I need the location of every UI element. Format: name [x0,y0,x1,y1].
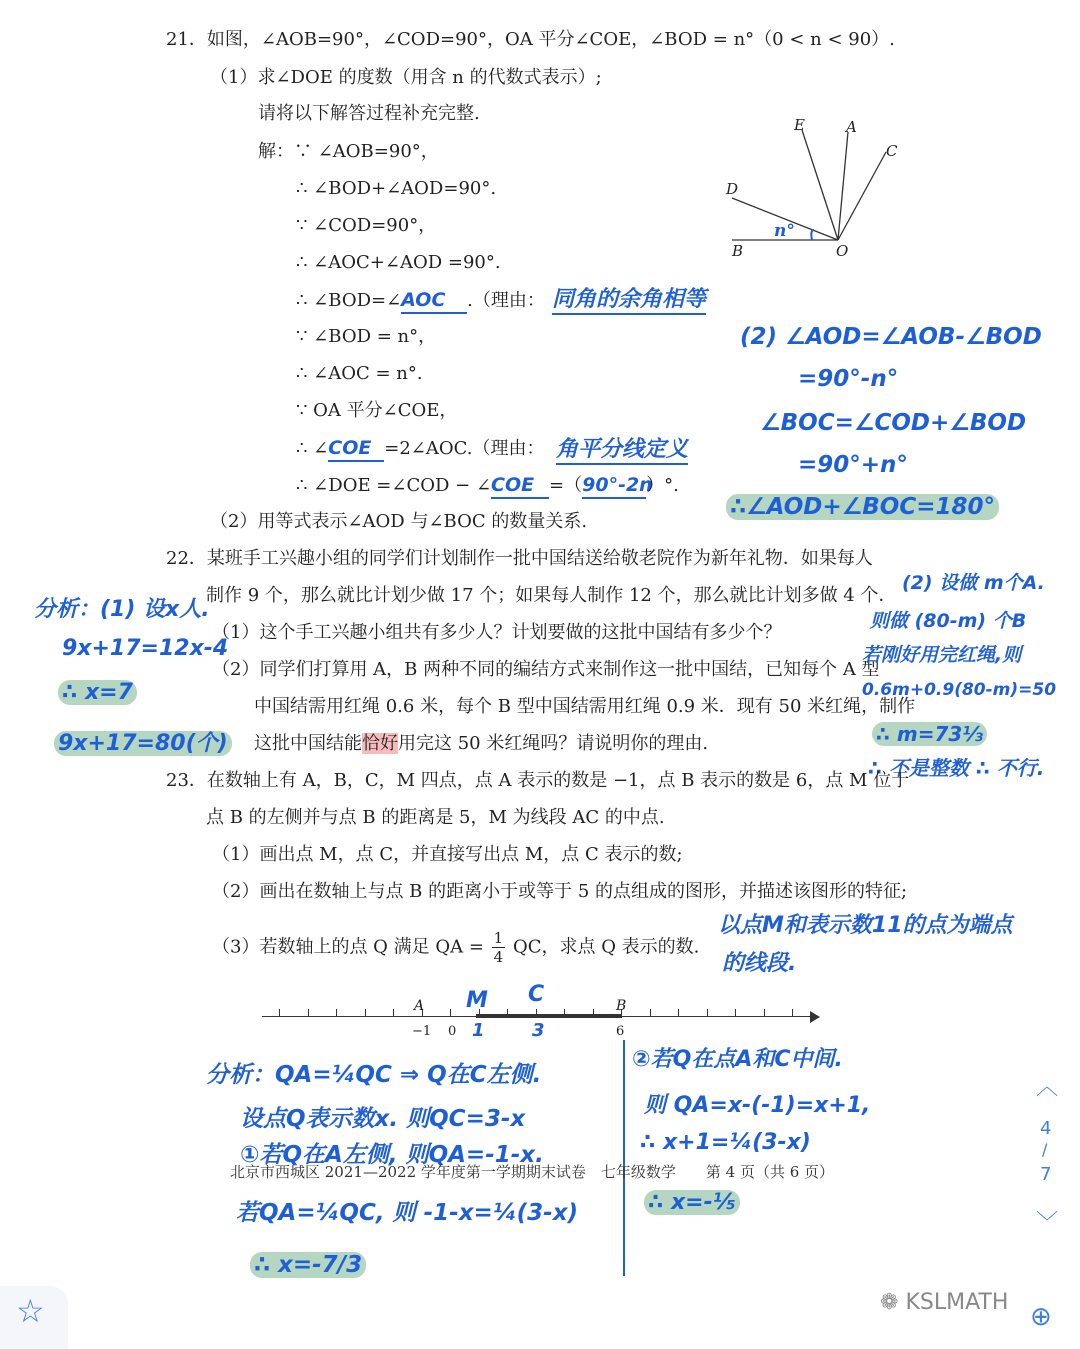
label-n: n° [774,221,795,241]
q22-line: （2）同学们打算用 A，B 两种不同的编结方式来制作这一批中国结，已知每个 A 型 [212,659,880,680]
number-line-tick [650,1009,651,1017]
hw-a22-l2: 9x+17=12x-4 [62,636,229,661]
hw-ans1: 90°-2n [582,473,646,499]
number-line-tick [707,1009,708,1017]
hw-p2-l1: (2) ∠AOD=∠AOB-∠BOD [740,324,1042,350]
hw-b23-l4 [644,1190,740,1215]
arrow-icon [810,1011,820,1023]
hw-b23-l1: ②若Q在点A和C中间. [632,1047,843,1072]
label-c: C [886,142,898,160]
nl-six: 6 [616,1024,625,1039]
page-sep: / [1042,1140,1048,1159]
hw-b23-l3: ∴ x+1=¼(3-x) [640,1130,811,1155]
q23-text: （3）若数轴上的点 Q 满足 QA = [212,936,484,958]
q23-line [212,929,699,966]
fraction-num: 1 [493,929,504,947]
page-current: 4 [1040,1118,1052,1139]
page-footer: 北京市西城区 2021—2022 学年度第一学期期末试卷 七年级数学 第 4 页（共 6 页） [230,1163,835,1181]
q23-line: 23．在数轴上有 A，B，C，M 四点，点 A 表示的数是 −1，点 B 表示的数是 6，点 M 位于 [166,770,910,791]
q22-text: 这批中国结能 [254,733,362,754]
number-line-tick [507,1009,508,1017]
hw-one: 1 [472,1020,485,1041]
hw-b22-l6: ∴ 不是整数 ∴ 不行. [868,756,1045,780]
q21-step: ∴ ∠AOC+∠AOD =90°. [296,252,501,273]
number-line-tick [593,1009,594,1017]
number-line-tick [564,1009,565,1017]
q23-line: （2）画出在数轴上与点 B 的距离小于或等于 5 的点组成的图形，并描述该图形的特征; [212,881,908,902]
q22-highlight: 恰好 [362,733,398,754]
hw-coe1: COE [328,436,384,462]
watermark [880,1290,1008,1315]
q22-line: 22．某班手工兴趣小组的同学们计划制作一批中国结送给敬老院作为新年礼物．如果每人 [166,548,873,569]
nl-label-a: A [414,998,425,1014]
page-total: 7 [1040,1164,1052,1185]
wechat-icon: ❁ [880,1290,899,1315]
hw-p2-l4: =90°+n° [798,452,908,478]
nl-label-b: B [616,998,627,1014]
hw-a23-l4: 若QA=¼QC, 则 -1-x=¼(3-x) [236,1200,579,1226]
q21-step [296,473,679,499]
q21-step-text: ∴ ∠ [296,438,329,459]
angle-arc [811,230,814,240]
hw-coe2: COE [491,473,549,499]
hw-a22-l4 [54,726,232,757]
hw-b22-l3: 若刚好用完红绳,则 [862,644,1022,666]
label-b: B [732,242,744,260]
hw-b22-l2: 则做 (80-m) 个B [870,610,1027,632]
q21-step: 解：∵ ∠AOB=90°， [258,141,439,162]
hw-a23-l2: 设点Q表示数x. 则QC=3-x [240,1106,526,1132]
nl-neg1: −1 [412,1024,432,1039]
number-line-tick [365,1009,366,1017]
hw-c: C [528,982,545,1007]
favorite-button[interactable] [0,1286,68,1349]
hw-b22-l1: (2) 设做 m个A. [902,572,1045,594]
q21-part1: （1）求∠DOE 的度数（用含 n 的代数式表示）; [210,67,602,88]
star-icon: ☆ [16,1292,45,1330]
number-line-tick [279,1009,280,1017]
q21-intro: 请将以下解答过程补充完整. [258,103,480,124]
q21-step [296,288,545,314]
q21-step-tail: =2∠AOC.（理由： [384,438,545,459]
divider-line [623,1040,625,1276]
hw-highlight: ∴ x=-⅕ [644,1190,740,1215]
q21-step: ∴ ∠AOC = n°. [296,363,423,384]
number-line-tick [336,1009,337,1017]
hw-p2-l3: ∠BOC=∠COD+∠BOD [760,410,1027,436]
q21-step: ∴ ∠BOD+∠AOD=90°. [296,178,497,199]
hw-seg-l2: 的线段. [722,951,797,976]
page-down-icon[interactable]: ﹀ [1036,1211,1059,1236]
hw-three: 3 [532,1020,545,1041]
q23-text: QC，求点 Q 表示的数. [512,936,700,958]
page-up-icon[interactable]: ︿ [1036,1075,1059,1100]
number-line-tick [450,1009,451,1017]
hw-reason2: 角平分线定义 [556,432,688,465]
number-line-tick [393,1009,394,1017]
q21-step-end: ）°. [646,475,679,496]
hw-highlight: ∴ x=-7/3 [250,1252,366,1278]
hw-p2-l5 [726,494,999,520]
q21-step-tail: .（理由： [467,290,545,311]
q22-line: 中国结需用红绳 0.6 米，每个 B 型中国结需用红绳 0.9 米．现有 50 米红绳，制作 [254,696,916,717]
hw-a23-l5 [250,1252,366,1278]
number-line-segment [476,1014,622,1018]
hw-highlight: 9x+17=80(个) [54,731,232,756]
hw-b22-l4: 0.6m+0.9(80-m)=50 [862,680,1057,700]
zoom-icon[interactable]: ⊕ [1030,1302,1052,1332]
hw-a22-l1: 分析：(1) 设x人. [34,597,210,622]
hw-seg-l1: 以点M和表示数11的点为端点 [718,913,1013,938]
q21-step: ∵ OA 平分∠COE， [296,400,458,421]
ray-oe [802,130,838,240]
q21-step: ∵ ∠COD=90°， [296,215,437,236]
hw-b23-l2: 则 QA=x-(-1)=x+1, [644,1093,871,1118]
angle-figure [720,112,920,262]
fraction-den: 4 [493,948,504,966]
label-e: E [794,116,805,134]
hw-a23-l1: 分析：QA=¼QC ⇒ Q在C左侧. [206,1062,542,1088]
q22-line: （1）这个手工兴趣小组共有多少人？计划要做的这批中国结有多少个？ [212,622,782,643]
fraction [492,929,506,966]
label-d: D [726,180,739,198]
hw-highlight: ∴ x=7 [58,680,137,705]
q23-line: （1）画出点 M，点 C，并直接写出点 M，点 C 表示的数; [212,844,683,865]
q21-step-tail: =（ [549,475,583,496]
label-o: O [836,242,849,260]
hw-aoc: AOC [401,288,467,314]
number-line-tick [764,1009,765,1017]
q21-title: 21．如图，∠AOB=90°，∠COD=90°，OA 平分∠COE，∠BOD = n°（0 < n < 90）. [166,29,895,50]
watermark-text: KSLMATH [905,1290,1009,1315]
hw-highlight: ∴ m=73⅓ [872,722,987,746]
q22-line: 制作 9 个，那么就比计划少做 17 个；如果每人制作 12 个，那么就比计划多做 4 个． [206,585,897,606]
q22-line [254,732,708,756]
number-line-tick [792,1009,793,1017]
hw-b22-l5 [872,722,987,746]
number-line-tick [308,1009,309,1017]
hw-highlight: ∴∠AOD+∠BOC=180° [726,494,999,520]
q23-line: 点 B 的左侧并与点 B 的距离是 5，M 为线段 AC 的中点. [206,807,665,828]
q21-step: ∵ ∠BOD = n°， [296,326,437,347]
hw-a23-l3: ①若Q在A左侧, 则QA=-1-x. [240,1142,544,1168]
number-line-tick [536,1009,537,1017]
label-a: A [846,118,857,136]
q21-step [296,436,545,462]
q21-part2: （2）用等式表示∠AOD 与∠BOC 的数量关系. [210,511,588,532]
q22-text: 用完这 50 米红绳吗？请说明你的理由. [398,733,709,754]
number-line-tick [678,1009,679,1017]
nl-zero: 0 [448,1024,457,1039]
hw-a22-l3 [58,680,137,705]
hw-p2-l2: =90°-n° [798,366,899,392]
number-line-tick [735,1009,736,1017]
hw-m: M [466,988,488,1013]
q21-step-text: ∴ ∠BOD=∠ [296,290,402,311]
q21-step-text: ∴ ∠DOE =∠COD − ∠ [296,475,492,496]
hw-reason1: 同角的余角相等 [552,282,706,315]
